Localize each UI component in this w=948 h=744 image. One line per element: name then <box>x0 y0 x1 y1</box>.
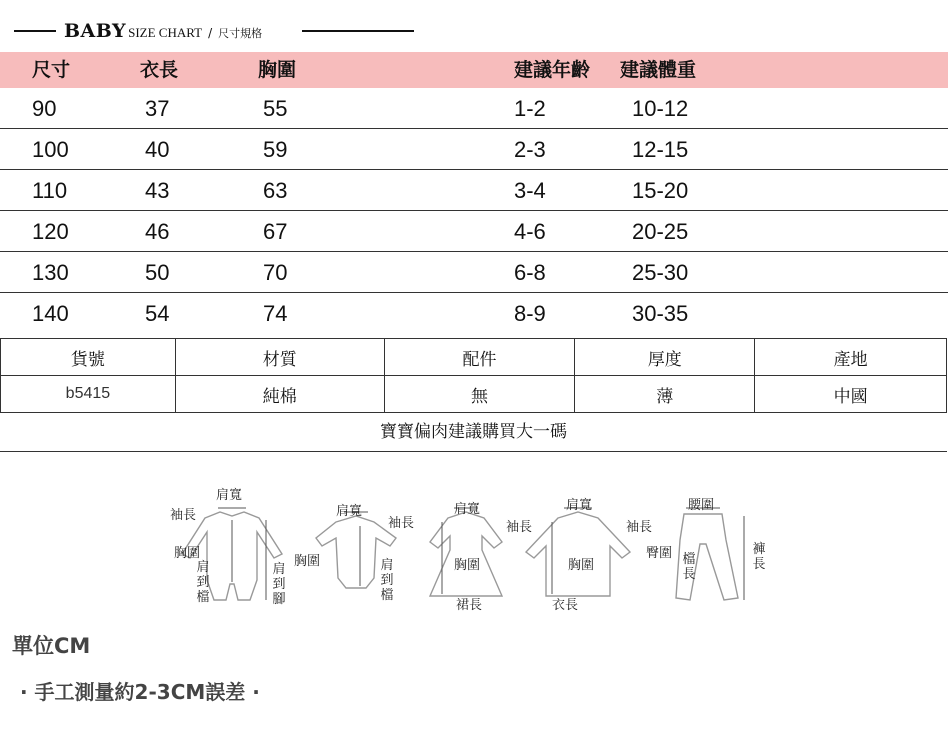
pants-length-label: 褲長 <box>752 542 766 572</box>
table-row <box>0 211 948 252</box>
header-age: 建議年齡 <box>514 59 591 81</box>
cell-length: 46 <box>145 219 170 244</box>
cell-chest: 63 <box>263 178 288 203</box>
cell-weight: 10-12 <box>632 96 689 121</box>
spec-value-code: b5415 <box>1 376 176 413</box>
dress-sleeve-label: 袖長 <box>506 520 533 535</box>
subtitle-text: SIZE CHART <box>128 25 203 40</box>
romper-shoulder-foot-label: 肩到腳 <box>272 562 286 607</box>
cell-length: 50 <box>145 260 170 285</box>
table-row <box>0 88 948 129</box>
spec-header-row <box>1 339 947 376</box>
cell-size: 140 <box>32 301 69 326</box>
cell-age: 2-3 <box>514 137 546 162</box>
cell-chest: 67 <box>263 219 288 244</box>
spec-header-accessory: 配件 <box>384 339 575 376</box>
spec-header-material: 材質 <box>175 339 384 376</box>
header-chest: 胸圍 <box>258 59 297 81</box>
table-row <box>0 129 948 170</box>
brand-text: BABY <box>64 20 127 42</box>
cell-length: 40 <box>145 137 170 162</box>
slash-text: / <box>208 26 213 40</box>
romper-chest-label: 胸圍 <box>174 546 201 561</box>
spec-value-material: 純棉 <box>175 376 384 413</box>
spec-table <box>0 338 947 413</box>
cell-weight: 25-30 <box>632 260 689 285</box>
cell-length: 37 <box>145 96 170 121</box>
cn-title: 尺寸規格 <box>218 27 263 40</box>
table-row <box>0 170 948 211</box>
table-row <box>0 293 948 334</box>
spec-value-thickness: 薄 <box>575 376 755 413</box>
header-line-right <box>302 30 414 32</box>
dress-chest-label: 胸圍 <box>454 558 481 573</box>
error-note: · 手工測量約2-3CM誤差 · <box>20 680 260 704</box>
cell-chest: 55 <box>263 96 288 121</box>
spec-header-code: 貨號 <box>1 339 176 376</box>
cell-weight: 20-25 <box>632 219 689 244</box>
bodysuit-shoulder-label: 肩寬 <box>336 504 363 519</box>
cell-length: 43 <box>145 178 170 203</box>
cell-size: 100 <box>32 137 69 162</box>
top-sleeve-label: 袖長 <box>626 520 653 535</box>
spec-value-accessory: 無 <box>384 376 575 413</box>
unit-label: 單位CM <box>12 634 91 658</box>
cell-age: 6-8 <box>514 260 546 285</box>
measurement-diagram <box>160 480 780 620</box>
top-shoulder-label: 肩寬 <box>566 498 593 513</box>
spec-value-origin: 中國 <box>755 376 947 413</box>
cell-age: 3-4 <box>514 178 546 203</box>
cell-age: 1-2 <box>514 96 546 121</box>
dress-shoulder-label: 肩寬 <box>454 502 481 517</box>
romper-sleeve-label: 袖長 <box>170 508 197 523</box>
pants-hip-label: 臀圍 <box>646 546 673 561</box>
header-line-left <box>14 30 56 32</box>
cell-weight: 12-15 <box>632 137 689 162</box>
pants-waist-label: 腰圍 <box>688 498 715 513</box>
cell-chest: 59 <box>263 137 288 162</box>
romper-shoulder-label: 肩寬 <box>216 488 243 503</box>
cell-weight: 30-35 <box>632 301 689 326</box>
bodysuit-shoulder-crotch-label: 肩到檔 <box>380 558 394 603</box>
cell-age: 8-9 <box>514 301 546 326</box>
cell-size: 130 <box>32 260 69 285</box>
romper-shoulder-crotch-label: 肩到檔 <box>196 560 210 605</box>
cell-length: 54 <box>145 301 170 326</box>
spec-value-row <box>1 376 947 413</box>
table-row <box>0 252 948 293</box>
cell-chest: 70 <box>263 260 288 285</box>
header-size: 尺寸 <box>32 59 71 81</box>
top-chest-label: 胸圍 <box>568 558 595 573</box>
header-length: 衣長 <box>140 59 179 81</box>
size-table-header <box>0 52 948 88</box>
cell-weight: 15-20 <box>632 178 689 203</box>
dress-skirt-label: 裙長 <box>456 598 483 613</box>
top-length-label: 衣長 <box>552 598 579 613</box>
bodysuit-chest-label: 胸圍 <box>294 554 321 569</box>
size-table <box>0 52 948 334</box>
spec-header-origin: 產地 <box>755 339 947 376</box>
cell-size: 120 <box>32 219 69 244</box>
cell-age: 4-6 <box>514 219 546 244</box>
pants-crotch-label: 檔長 <box>682 552 696 582</box>
header-title <box>64 18 262 47</box>
spec-header-thickness: 厚度 <box>575 339 755 376</box>
cell-chest: 74 <box>263 301 288 326</box>
size-advice-note: 寶寶偏肉建議購買大一碼 <box>0 413 947 452</box>
chart-header <box>10 18 420 44</box>
cell-size: 90 <box>32 96 57 121</box>
cell-size: 110 <box>32 178 68 203</box>
header-weight: 建議體重 <box>620 59 697 81</box>
bodysuit-sleeve-label: 袖長 <box>388 516 415 531</box>
